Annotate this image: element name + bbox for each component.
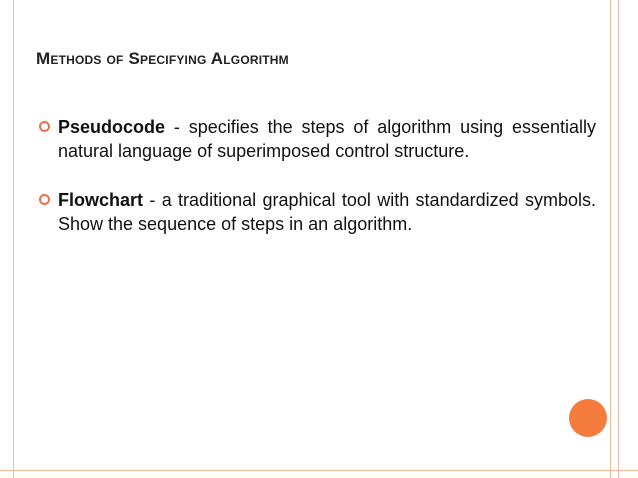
hollow-circle-bullet-icon	[39, 194, 50, 205]
bullet-text	[58, 189, 596, 236]
bullet-description: - specifies the steps of algorithm using essentially natural language of superimposed control structure.	[58, 117, 596, 161]
bullet-list	[36, 116, 596, 262]
bullet-term: Flowchart	[58, 190, 144, 210]
hollow-circle-bullet-icon	[39, 121, 50, 132]
orange-circle-icon	[569, 399, 607, 437]
right-rule-line-inner	[610, 0, 611, 478]
bullet-description: - a traditional graphical tool with standardized symbols. Show the sequence of steps in an algorithm.	[58, 190, 596, 234]
bullet-text	[58, 116, 596, 163]
slide-title: Methods of Specifying Algorithm	[36, 49, 289, 68]
bullet-item-pseudocode	[36, 116, 596, 163]
bullet-item-flowchart	[36, 189, 596, 236]
right-rule-line-outer	[618, 0, 619, 478]
bottom-rule-line	[0, 470, 638, 471]
bullet-term: Pseudocode	[58, 117, 166, 137]
left-rule-line	[13, 0, 14, 478]
